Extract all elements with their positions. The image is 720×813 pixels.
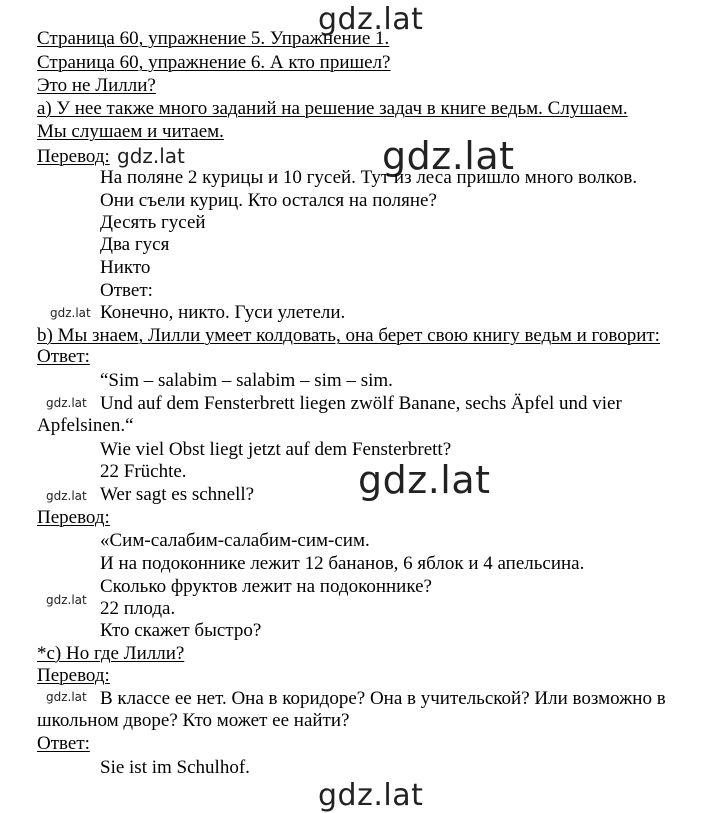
part-a-line-6: Ответ: [100, 280, 153, 301]
watermark-small-3: gdz.lat [46, 489, 87, 503]
part-b-answer-line-3: Apfelsinen.“ [37, 415, 134, 436]
part-b-answer-line-1: “Sim – salabim – salabim – sim – sim. [100, 370, 393, 391]
header-line-1: Страница 60, упражнение 5. Упражнение 1. [37, 28, 390, 49]
watermark-small-5: gdz.lat [46, 690, 87, 704]
watermark-small-1: gdz.lat [50, 306, 91, 320]
watermark-small-4: gdz.lat [46, 593, 87, 607]
watermark-large-2: gdz.lat [358, 458, 491, 502]
part-a-heading-1: а) У нее также много заданий на решение задач в книге ведьм. Слушаем. [37, 98, 628, 119]
part-c-answer-line: Sie ist im Schulhof. [100, 757, 250, 778]
watermark-bottom: gdz.lat [318, 778, 424, 813]
part-b-answer-label: Ответ: [37, 346, 90, 367]
watermark-large-1: gdz.lat [382, 134, 515, 178]
part-a-line-5: Никто [100, 257, 151, 278]
part-c-translation-line-1: В классе ее нет. Она в коридоре? Она в учительской? Или возможно в [100, 688, 666, 709]
header-line-3: Это не Лилли? [37, 75, 156, 96]
part-b-answer-line-4: Wie viel Obst liegt jetzt auf dem Fensterbrett? [100, 439, 452, 460]
part-c-heading: *с) Но где Лилли? [37, 643, 185, 664]
part-b-answer-line-2: Und auf dem Fensterbrett liegen zwölf Banane, sechs Äpfel und vier [100, 393, 622, 414]
part-c-translation-label: Перевод: [37, 665, 110, 686]
part-c-translation-line-2: школьном дворе? Кто может ее найти? [37, 710, 350, 731]
part-a-line-4: Два гуся [100, 234, 170, 255]
part-b-translation-line-2: И на подоконнике лежит 12 бананов, 6 яблок и 4 апельсина. [100, 553, 585, 574]
part-a-heading-2: Мы слушаем и читаем. [37, 121, 224, 142]
part-a-line-2: Они съели куриц. Кто остался на поляне? [100, 190, 437, 211]
watermark-translation-inline: gdz.lat [117, 144, 185, 168]
part-b-translation-line-5: Кто скажет быстро? [100, 620, 262, 641]
part-b-answer-line-6: Wer sagt es schnell? [100, 484, 255, 505]
part-a-translation-label: Перевод: [37, 146, 110, 167]
part-a-line-1: На поляне 2 курицы и 10 гусей. Тут из леса пришло много волков. [100, 167, 638, 188]
part-b-translation-line-3: Сколько фруктов лежит на подоконнике? [100, 576, 432, 597]
watermark-small-2: gdz.lat [46, 396, 87, 410]
part-c-answer-label: Ответ: [37, 733, 90, 754]
part-a-line-7: Конечно, никто. Гуси улетели. [100, 302, 346, 323]
watermark-top: gdz.lat [318, 2, 424, 37]
part-b-translation-line-1: «Сим-салабим-салабим-сим-сим. [100, 530, 370, 551]
part-b-heading: b) Мы знаем, Лилли умеет колдовать, она берет свою книгу ведьм и говорит: [37, 325, 660, 346]
part-b-answer-line-5: 22 Früchte. [100, 461, 187, 482]
part-a-line-3: Десять гусей [100, 212, 206, 233]
header-line-2: Страница 60, упражнение 6. А кто пришел? [37, 52, 391, 73]
part-b-translation-line-4: 22 плода. [100, 598, 176, 619]
part-b-translation-label: Перевод: [37, 507, 110, 528]
